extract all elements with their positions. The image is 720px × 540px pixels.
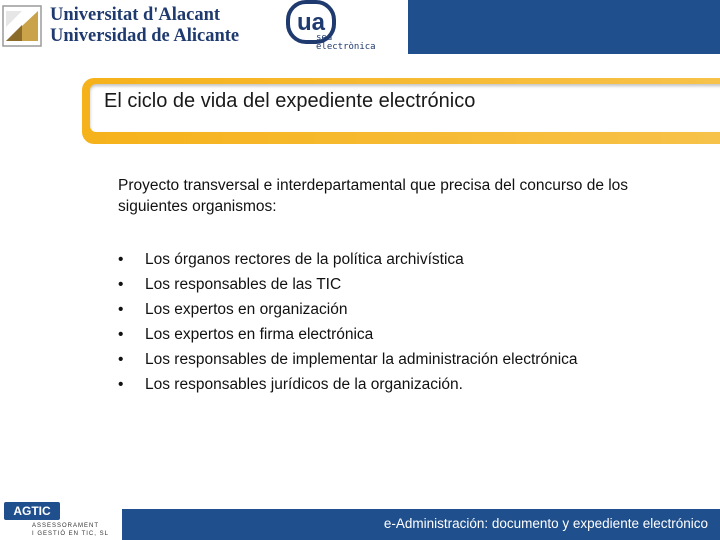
bullet-icon: • (118, 301, 124, 318)
list-item-text: Los responsables jurídicos de la organización. (145, 376, 463, 393)
university-name (50, 5, 239, 47)
list-item-text: Los órganos rectores de la política archivística (145, 251, 464, 268)
ua-logo-text: ua (296, 9, 326, 36)
footer-band (122, 509, 720, 540)
list-item (118, 247, 578, 272)
agtic-logo-subtitle (32, 522, 109, 538)
university-name-spanish: Universidad de Alicante (50, 26, 240, 46)
list-item (118, 272, 578, 297)
bullet-list (118, 247, 578, 397)
agtic-logo-subtitle-line2: I GESTIÓ EN TIC, SL (32, 531, 109, 537)
agtic-logo-badge: AGTIC (4, 502, 60, 520)
seu-label-line2: electrònica (316, 42, 376, 52)
list-item-text: Los expertos en organización (145, 301, 348, 318)
bullet-icon: • (118, 251, 124, 268)
seu-label (316, 34, 376, 52)
list-item (118, 297, 578, 322)
intro-paragraph: Proyecto transversal e interdepartamental que precisa del concurso de los siguientes organismos: (118, 177, 629, 215)
agtic-logo-subtitle-line1: ASSESSORAMENT (32, 523, 100, 529)
bullet-icon: • (118, 376, 124, 393)
header (0, 0, 720, 56)
footer-caption: e-Administración: documento y expediente electrónico (383, 516, 708, 531)
bullet-icon: • (118, 351, 124, 368)
list-item (118, 372, 578, 397)
title-inner-box (90, 84, 720, 132)
seu-label-line1: seu (316, 33, 333, 43)
slide-title: El ciclo de vida del expediente electrónico (104, 90, 476, 112)
header-band (408, 0, 720, 54)
bullet-icon: • (118, 326, 124, 343)
list-item-text: Los expertos en firma electrónica (145, 326, 374, 343)
bullet-icon: • (118, 276, 124, 293)
title-banner (82, 78, 720, 144)
university-name-valencian: Universitat d'Alacant (50, 5, 221, 25)
list-item (118, 322, 578, 347)
university-shield-icon (2, 5, 42, 47)
agtic-logo[interactable] (4, 502, 122, 538)
list-item-text: Los responsables de las TIC (145, 276, 342, 293)
seu-electronica-logo[interactable] (286, 0, 396, 56)
university-logo[interactable] (2, 3, 240, 49)
list-item (118, 347, 578, 372)
list-item-text: Los responsables de implementar la administración electrónica (145, 351, 578, 368)
